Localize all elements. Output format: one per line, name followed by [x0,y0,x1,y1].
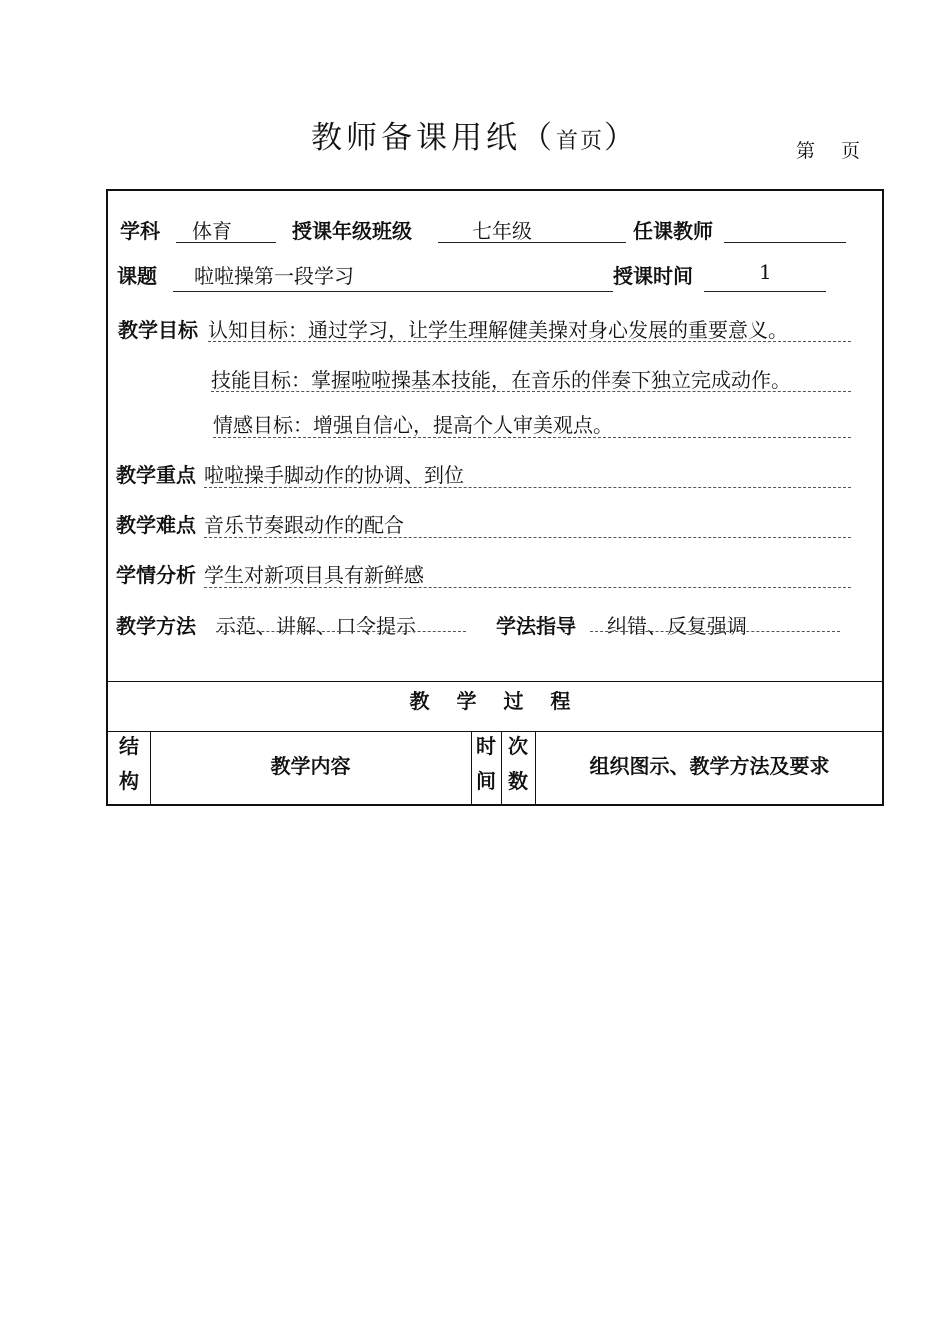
method-label: 教学方法 [116,614,196,638]
topic-underline [173,291,613,292]
time-value: 1 [759,260,772,284]
col-time-2: 间 [476,769,496,793]
key-line [204,487,851,488]
goals-label: 教学目标 [118,318,198,342]
lesson-plan-form [106,189,884,806]
col-content-header: 教学内容 [270,754,351,778]
process-top-border [108,681,882,682]
grade-underline [438,242,626,243]
col-count-header [501,730,535,794]
topic-label: 课题 [117,264,157,288]
guide-line [590,631,840,632]
analysis-label: 学情分析 [116,563,196,587]
col-structure-2: 构 [119,769,139,793]
page-number [796,136,860,163]
page-label-right: 页 [841,140,861,162]
difficulty-value: 音乐节奏跟动作的配合 [204,513,404,537]
grade-label: 授课年级班级 [292,219,412,243]
topic-value: 啦啦操第一段学习 [194,264,354,288]
col-structure-header [108,730,150,794]
method-line [216,631,466,632]
col-time-1: 时 [476,734,496,758]
title-sub: 首页 [555,129,604,154]
goal-emotion-line [213,437,851,438]
goal-skill-line [211,391,851,392]
goal-emotion: 情感目标：增强自信心，提高个人审美观点。 [213,413,613,437]
method-value: 示范、讲解、口令提示 [216,614,416,638]
title-main: 教师备课用纸 [310,120,521,156]
subject-label: 学科 [120,219,160,243]
page-label-left: 第 [796,140,816,162]
col-structure-1: 结 [119,734,139,758]
col-count-2: 数 [508,769,528,793]
difficulty-label: 教学难点 [116,513,196,537]
goal-cognitive-line [208,341,851,342]
teacher-underline [724,242,846,243]
subject-value: 体育 [192,219,232,243]
time-label: 授课时间 [613,264,693,288]
col-count-1: 次 [508,734,528,758]
col-method-header: 组织图示、教学方法及要求 [589,754,830,778]
col-time-header [471,730,501,794]
analysis-line [204,587,851,588]
teacher-label: 任课教师 [633,219,713,243]
analysis-value: 学生对新项目具有新鲜感 [204,563,424,587]
title-paren-open: （ [520,120,556,156]
goal-skill: 技能目标：掌握啦啦操基本技能，在音乐的伴奏下独立完成动作。 [211,368,791,392]
grade-value: 七年级 [472,219,532,243]
guide-value: 纠错、反复强调 [607,614,747,638]
key-value: 啦啦操手脚动作的协调、到位 [204,463,464,487]
title-paren-close: ） [604,120,639,156]
goal-cognitive: 认知目标：通过学习，让学生理解健美操对身心发展的重要意义。 [208,318,788,342]
process-title: 教 学 过 程 [409,689,581,713]
key-label: 教学重点 [116,463,196,487]
time-underline [704,291,826,292]
guide-label: 学法指导 [496,614,576,638]
subject-underline [176,242,276,243]
difficulty-line [204,537,851,538]
